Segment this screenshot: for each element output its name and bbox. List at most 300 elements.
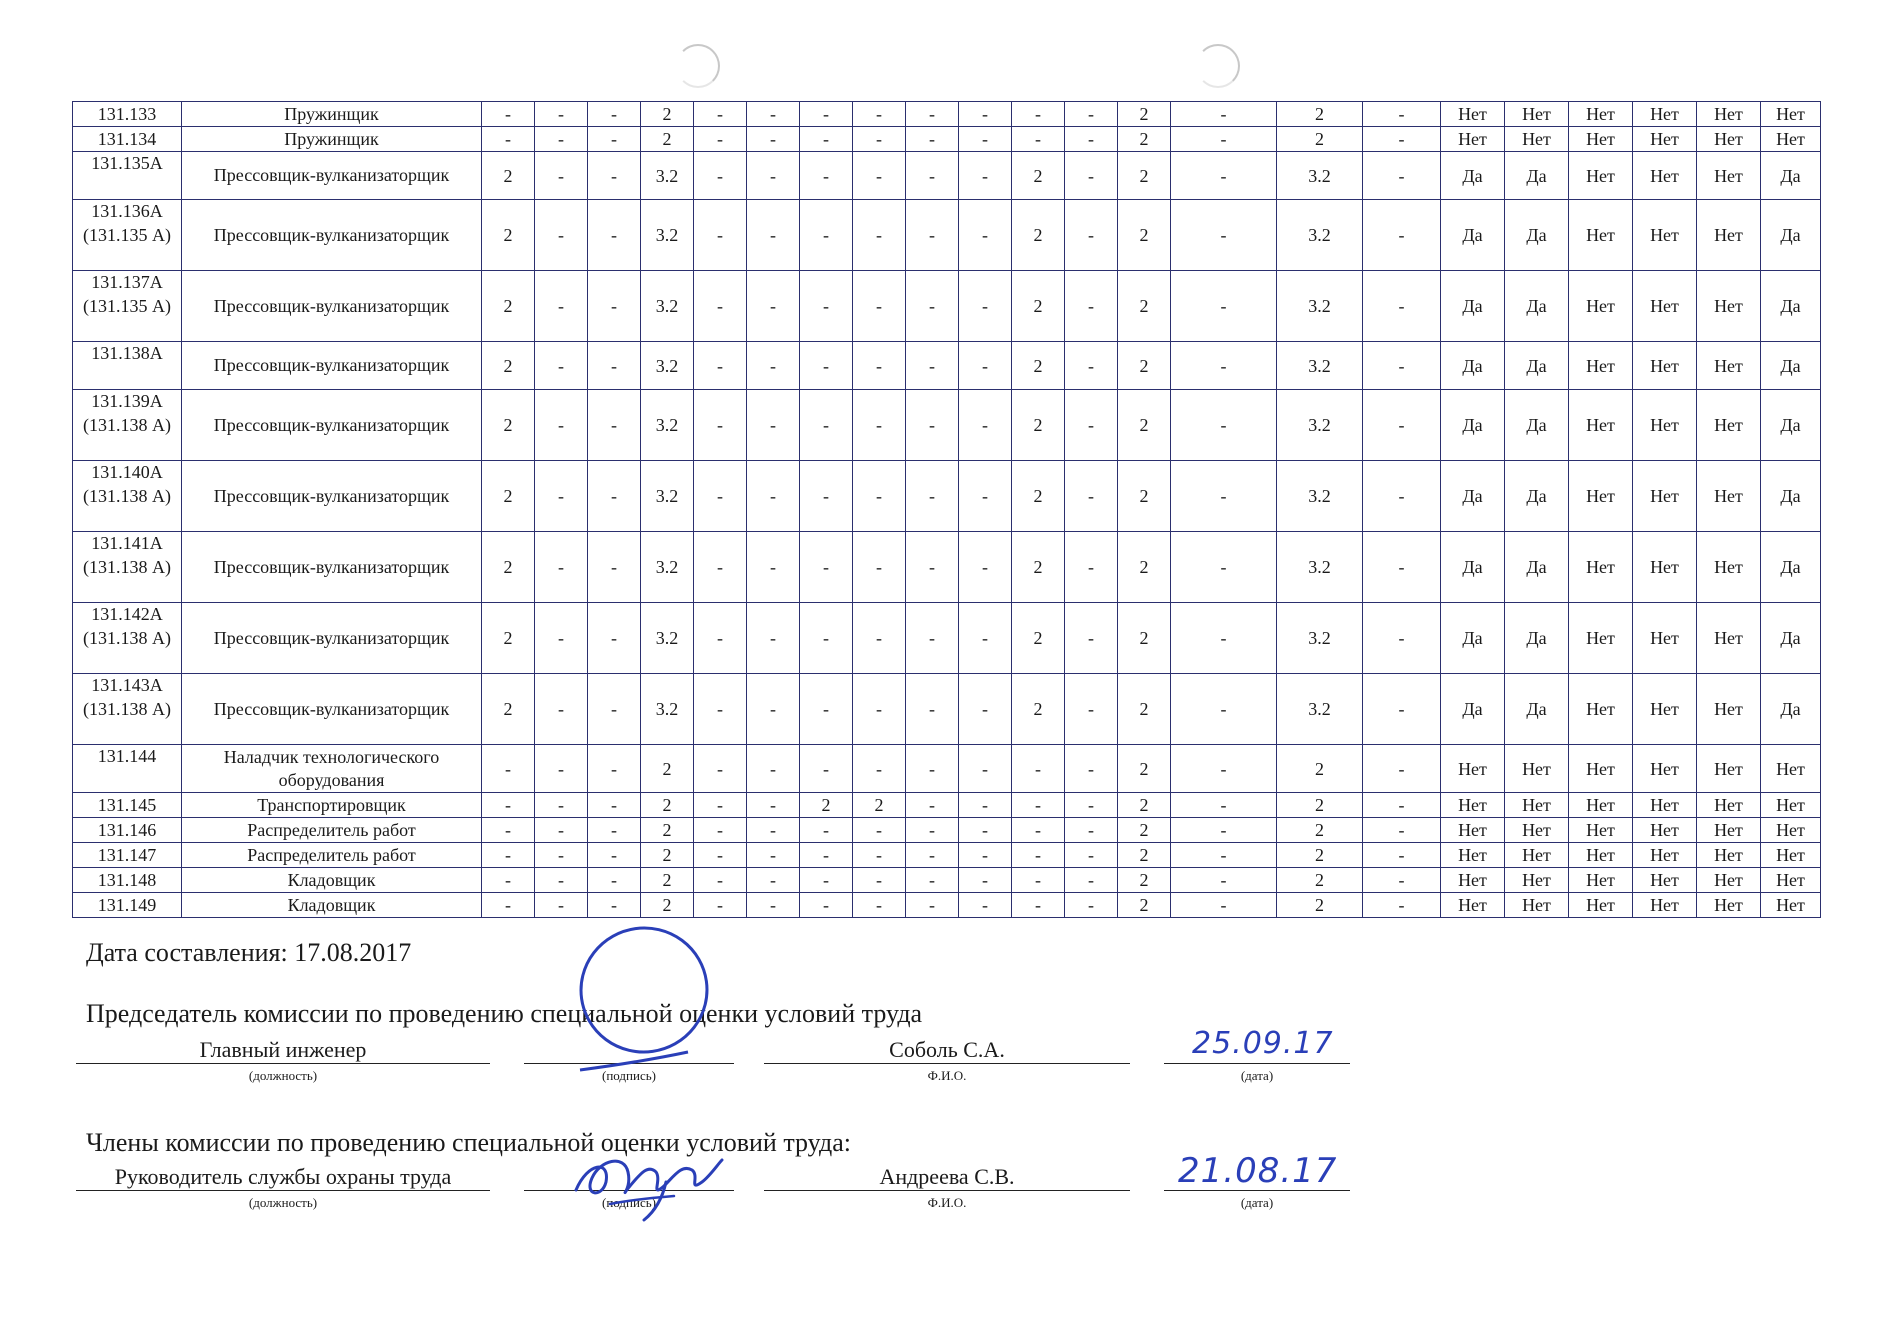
value-cell: Нет (1505, 843, 1569, 868)
value-cell: - (1363, 603, 1441, 674)
value-cell: 3.2 (641, 390, 694, 461)
value-cell: - (906, 818, 959, 843)
value-cell: - (1065, 271, 1118, 342)
value-cell: Нет (1761, 127, 1821, 152)
value-cell: - (1363, 390, 1441, 461)
value-cell: - (694, 102, 747, 127)
value-cell: - (482, 843, 535, 868)
value-cell: - (694, 893, 747, 918)
value-cell: - (959, 102, 1012, 127)
member-signature (570, 1142, 730, 1222)
value-cell: - (747, 745, 800, 793)
value-cell: Нет (1633, 461, 1697, 532)
workplace-code-cell: 131.137А (131.135 А) (73, 271, 182, 342)
value-cell: Нет (1441, 893, 1505, 918)
value-cell: Нет (1633, 818, 1697, 843)
position-cell: Прессовщик-вулканизаторщик (182, 342, 482, 390)
value-cell: Нет (1761, 102, 1821, 127)
value-cell: - (747, 271, 800, 342)
value-cell: 3.2 (1277, 152, 1363, 200)
sout-results-table (72, 101, 1821, 918)
value-cell: - (747, 532, 800, 603)
value-cell: - (482, 893, 535, 918)
value-cell: Нет (1633, 868, 1697, 893)
value-cell: - (906, 342, 959, 390)
value-cell: - (906, 200, 959, 271)
value-cell: - (906, 843, 959, 868)
workplace-code-cell: 131.149 (73, 893, 182, 918)
value-cell: Да (1505, 342, 1569, 390)
value-cell: Нет (1633, 532, 1697, 603)
value-cell: - (959, 674, 1012, 745)
workplace-code-cell: 131.141А (131.138 А) (73, 532, 182, 603)
value-cell: - (1065, 461, 1118, 532)
value-cell: - (535, 843, 588, 868)
value-cell: - (1065, 200, 1118, 271)
value-cell: Да (1441, 603, 1505, 674)
member-signature-line (524, 1190, 734, 1191)
value-cell: - (535, 745, 588, 793)
value-cell: - (1065, 893, 1118, 918)
value-cell: - (1363, 532, 1441, 603)
value-cell: - (694, 532, 747, 603)
value-cell: Нет (1569, 843, 1633, 868)
value-cell: - (747, 674, 800, 745)
value-cell: Нет (1569, 461, 1633, 532)
table-row (73, 342, 1821, 390)
table-row (73, 152, 1821, 200)
value-cell: - (535, 200, 588, 271)
workplace-code-cell: 131.146 (73, 818, 182, 843)
value-cell: 2 (1118, 674, 1171, 745)
value-cell: - (1171, 843, 1277, 868)
value-cell: - (1363, 461, 1441, 532)
value-cell: - (482, 868, 535, 893)
caption-date: (дата) (1240, 1195, 1274, 1210)
value-cell: Нет (1633, 745, 1697, 793)
chairman-signature (560, 920, 730, 1080)
value-cell: 2 (1118, 603, 1171, 674)
table-row (73, 745, 1821, 793)
value-cell: 3.2 (1277, 200, 1363, 271)
value-cell: - (694, 461, 747, 532)
value-cell: Нет (1569, 152, 1633, 200)
punch-hole-right (1196, 44, 1240, 88)
value-cell: 2 (1118, 843, 1171, 868)
value-cell: - (853, 532, 906, 603)
value-cell: Нет (1569, 271, 1633, 342)
value-cell: 3.2 (1277, 532, 1363, 603)
value-cell: - (1171, 152, 1277, 200)
table-row (73, 532, 1821, 603)
value-cell: Да (1441, 152, 1505, 200)
workplace-code-cell: 131.148 (73, 868, 182, 893)
table-row (73, 271, 1821, 342)
value-cell: Да (1761, 461, 1821, 532)
value-cell: - (800, 461, 853, 532)
value-cell: 2 (1118, 200, 1171, 271)
value-cell: 3.2 (1277, 603, 1363, 674)
value-cell: - (535, 461, 588, 532)
value-cell: - (588, 868, 641, 893)
value-cell: Да (1505, 152, 1569, 200)
value-cell: Нет (1569, 200, 1633, 271)
value-cell: - (535, 532, 588, 603)
value-cell: - (1171, 532, 1277, 603)
workplace-code-cell: 131.136А (131.135 А) (73, 200, 182, 271)
value-cell: Нет (1697, 868, 1761, 893)
value-cell: - (853, 843, 906, 868)
value-cell: 2 (641, 127, 694, 152)
value-cell: - (747, 127, 800, 152)
workplace-code-cell: 131.138А (73, 342, 182, 390)
workplace-code-cell: 131.144 (73, 745, 182, 793)
value-cell: Нет (1569, 390, 1633, 461)
value-cell: Нет (1633, 152, 1697, 200)
value-cell: Нет (1569, 603, 1633, 674)
value-cell: - (482, 818, 535, 843)
value-cell: 2 (641, 102, 694, 127)
value-cell: - (853, 390, 906, 461)
value-cell: 2 (641, 868, 694, 893)
value-cell: Нет (1505, 102, 1569, 127)
value-cell: 2 (1277, 818, 1363, 843)
value-cell: Нет (1569, 868, 1633, 893)
value-cell: Да (1441, 200, 1505, 271)
value-cell: Нет (1761, 868, 1821, 893)
value-cell: Да (1761, 532, 1821, 603)
value-cell: - (959, 200, 1012, 271)
value-cell: Нет (1697, 127, 1761, 152)
value-cell: - (1171, 390, 1277, 461)
value-cell: Да (1761, 200, 1821, 271)
position-cell: Кладовщик (182, 868, 482, 893)
value-cell: - (1171, 603, 1277, 674)
caption-signature: (подпись) (602, 1195, 656, 1210)
value-cell: - (588, 461, 641, 532)
value-cell: - (588, 127, 641, 152)
value-cell: Да (1441, 461, 1505, 532)
value-cell: Нет (1505, 745, 1569, 793)
value-cell: 3.2 (641, 342, 694, 390)
value-cell: Да (1441, 674, 1505, 745)
value-cell: - (1065, 102, 1118, 127)
position-cell: Распределитель работ (182, 818, 482, 843)
value-cell: 3.2 (641, 271, 694, 342)
value-cell: Нет (1697, 271, 1761, 342)
value-cell: - (959, 532, 1012, 603)
position-cell: Прессовщик-вулканизаторщик (182, 390, 482, 461)
value-cell: 2 (1012, 152, 1065, 200)
value-cell: 3.2 (641, 200, 694, 271)
value-cell: Нет (1569, 342, 1633, 390)
value-cell: Да (1761, 674, 1821, 745)
value-cell: - (1363, 893, 1441, 918)
value-cell: 2 (1012, 532, 1065, 603)
value-cell: - (800, 893, 853, 918)
value-cell: - (1171, 342, 1277, 390)
value-cell: - (747, 793, 800, 818)
value-cell: - (906, 102, 959, 127)
value-cell: Нет (1441, 868, 1505, 893)
value-cell: Нет (1697, 390, 1761, 461)
value-cell: - (1171, 818, 1277, 843)
value-cell: Нет (1697, 152, 1761, 200)
value-cell: Нет (1633, 893, 1697, 918)
value-cell: - (588, 390, 641, 461)
value-cell: Нет (1633, 603, 1697, 674)
value-cell: - (747, 102, 800, 127)
value-cell: - (482, 102, 535, 127)
position-cell: Прессовщик-вулканизаторщик (182, 603, 482, 674)
table-row (73, 818, 1821, 843)
value-cell: 2 (1118, 793, 1171, 818)
value-cell: - (747, 200, 800, 271)
value-cell: Нет (1505, 793, 1569, 818)
value-cell: - (694, 674, 747, 745)
value-cell: - (1012, 102, 1065, 127)
value-cell: Да (1761, 603, 1821, 674)
value-cell: - (959, 127, 1012, 152)
value-cell: Да (1761, 390, 1821, 461)
value-cell: - (959, 271, 1012, 342)
value-cell: - (959, 152, 1012, 200)
value-cell: 2 (1118, 271, 1171, 342)
value-cell: Нет (1441, 793, 1505, 818)
value-cell: - (1065, 843, 1118, 868)
value-cell: - (535, 152, 588, 200)
value-cell: 2 (800, 793, 853, 818)
value-cell: - (588, 102, 641, 127)
value-cell: 2 (482, 390, 535, 461)
value-cell: - (1171, 868, 1277, 893)
value-cell: Нет (1633, 127, 1697, 152)
value-cell: - (1065, 818, 1118, 843)
value-cell: Нет (1633, 271, 1697, 342)
value-cell: - (1065, 793, 1118, 818)
value-cell: Нет (1505, 818, 1569, 843)
value-cell: - (800, 271, 853, 342)
position-cell: Прессовщик-вулканизаторщик (182, 461, 482, 532)
member-date: 21.08.17 (1178, 1151, 1338, 1191)
value-cell: - (482, 745, 535, 793)
value-cell: Нет (1441, 818, 1505, 843)
value-cell: Да (1441, 532, 1505, 603)
value-cell: - (1363, 342, 1441, 390)
value-cell: Нет (1569, 893, 1633, 918)
value-cell: Нет (1697, 893, 1761, 918)
value-cell: - (535, 674, 588, 745)
value-cell: - (906, 793, 959, 818)
chairman-name-line (764, 1063, 1130, 1064)
workplace-code-cell: 131.139А (131.138 А) (73, 390, 182, 461)
value-cell: - (588, 674, 641, 745)
table-row (73, 674, 1821, 745)
value-cell: - (1065, 532, 1118, 603)
value-cell: Нет (1633, 200, 1697, 271)
position-cell: Кладовщик (182, 893, 482, 918)
chairman-signature-line (524, 1063, 734, 1064)
value-cell: Нет (1633, 843, 1697, 868)
value-cell: - (482, 127, 535, 152)
caption-position: (должность) (248, 1195, 318, 1210)
value-cell: 3.2 (641, 532, 694, 603)
value-cell: - (906, 603, 959, 674)
value-cell: Да (1505, 461, 1569, 532)
caption-name: Ф.И.О. (927, 1195, 967, 1210)
value-cell: Нет (1505, 127, 1569, 152)
value-cell: - (906, 390, 959, 461)
chairman-position-line (76, 1063, 490, 1064)
value-cell: - (1065, 152, 1118, 200)
value-cell: - (535, 102, 588, 127)
value-cell: - (1012, 127, 1065, 152)
value-cell: - (959, 390, 1012, 461)
value-cell: 2 (482, 603, 535, 674)
value-cell: - (959, 342, 1012, 390)
value-cell: - (800, 152, 853, 200)
value-cell: - (535, 818, 588, 843)
value-cell: 2 (1012, 390, 1065, 461)
value-cell: - (747, 843, 800, 868)
value-cell: Нет (1697, 745, 1761, 793)
value-cell: Нет (1569, 532, 1633, 603)
value-cell: - (535, 271, 588, 342)
value-cell: - (800, 532, 853, 603)
value-cell: Нет (1569, 102, 1633, 127)
value-cell: Нет (1569, 818, 1633, 843)
value-cell: - (588, 893, 641, 918)
value-cell: - (959, 745, 1012, 793)
value-cell: Нет (1569, 674, 1633, 745)
value-cell: - (906, 271, 959, 342)
value-cell: - (535, 793, 588, 818)
value-cell: - (1363, 674, 1441, 745)
value-cell: - (906, 745, 959, 793)
position-cell: Прессовщик-вулканизаторщик (182, 200, 482, 271)
caption-position: (должность) (248, 1068, 318, 1083)
value-cell: Нет (1569, 127, 1633, 152)
value-cell: Нет (1441, 745, 1505, 793)
value-cell: 2 (1118, 893, 1171, 918)
value-cell: 2 (482, 271, 535, 342)
value-cell: Нет (1697, 461, 1761, 532)
value-cell: Нет (1569, 745, 1633, 793)
value-cell: 2 (641, 818, 694, 843)
value-cell: - (853, 603, 906, 674)
value-cell: - (535, 893, 588, 918)
value-cell: Нет (1697, 793, 1761, 818)
value-cell: - (800, 102, 853, 127)
value-cell: - (535, 603, 588, 674)
value-cell: - (800, 745, 853, 793)
value-cell: - (853, 674, 906, 745)
table-row (73, 893, 1821, 918)
position-cell: Прессовщик-вулканизаторщик (182, 271, 482, 342)
workplace-code-cell: 131.147 (73, 843, 182, 868)
value-cell: Нет (1633, 390, 1697, 461)
value-cell: - (959, 868, 1012, 893)
value-cell: Нет (1505, 868, 1569, 893)
position-cell: Прессовщик-вулканизаторщик (182, 532, 482, 603)
value-cell: - (1012, 868, 1065, 893)
value-cell: - (853, 868, 906, 893)
value-cell: 2 (1277, 745, 1363, 793)
value-cell: - (853, 271, 906, 342)
value-cell: - (853, 745, 906, 793)
value-cell: 3.2 (1277, 342, 1363, 390)
value-cell: - (588, 843, 641, 868)
value-cell: Нет (1761, 893, 1821, 918)
value-cell: Нет (1505, 893, 1569, 918)
value-cell: - (1012, 843, 1065, 868)
value-cell: 2 (1012, 674, 1065, 745)
value-cell: - (800, 342, 853, 390)
table-row (73, 200, 1821, 271)
value-cell: Нет (1761, 818, 1821, 843)
value-cell: - (959, 843, 1012, 868)
value-cell: - (906, 532, 959, 603)
value-cell: - (1065, 390, 1118, 461)
value-cell: - (853, 200, 906, 271)
value-cell: - (959, 818, 1012, 843)
value-cell: 2 (1118, 102, 1171, 127)
value-cell: Да (1505, 603, 1569, 674)
value-cell: 2 (482, 674, 535, 745)
value-cell: Нет (1697, 342, 1761, 390)
value-cell: Да (1761, 271, 1821, 342)
value-cell: - (800, 868, 853, 893)
table-row (73, 793, 1821, 818)
value-cell: 2 (1012, 342, 1065, 390)
value-cell: - (1065, 603, 1118, 674)
value-cell: 2 (853, 793, 906, 818)
member-position-line (76, 1190, 490, 1191)
position-cell: Наладчик технологического оборудования (182, 745, 482, 793)
value-cell: Да (1505, 532, 1569, 603)
value-cell: 3.2 (641, 152, 694, 200)
value-cell: - (853, 461, 906, 532)
table-row (73, 127, 1821, 152)
value-cell: Да (1505, 674, 1569, 745)
caption-signature: (подпись) (602, 1068, 656, 1083)
value-cell: Нет (1761, 843, 1821, 868)
value-cell: 3.2 (641, 461, 694, 532)
value-cell: - (747, 893, 800, 918)
member-position: Руководитель службы охраны труда (114, 1164, 452, 1189)
value-cell: 2 (1118, 745, 1171, 793)
value-cell: 2 (641, 843, 694, 868)
value-cell: - (1171, 102, 1277, 127)
value-cell: - (588, 603, 641, 674)
value-cell: - (853, 102, 906, 127)
value-cell: - (906, 127, 959, 152)
value-cell: Нет (1761, 793, 1821, 818)
value-cell: Нет (1697, 603, 1761, 674)
value-cell: - (1171, 461, 1277, 532)
value-cell: 2 (1277, 843, 1363, 868)
workplace-code-cell: 131.140А (131.138 А) (73, 461, 182, 532)
value-cell: Да (1441, 271, 1505, 342)
value-cell: Да (1505, 390, 1569, 461)
value-cell: - (1171, 793, 1277, 818)
value-cell: - (853, 893, 906, 918)
value-cell: - (1171, 200, 1277, 271)
value-cell: 2 (1012, 603, 1065, 674)
value-cell: - (1363, 102, 1441, 127)
value-cell: - (906, 152, 959, 200)
value-cell: - (1065, 674, 1118, 745)
